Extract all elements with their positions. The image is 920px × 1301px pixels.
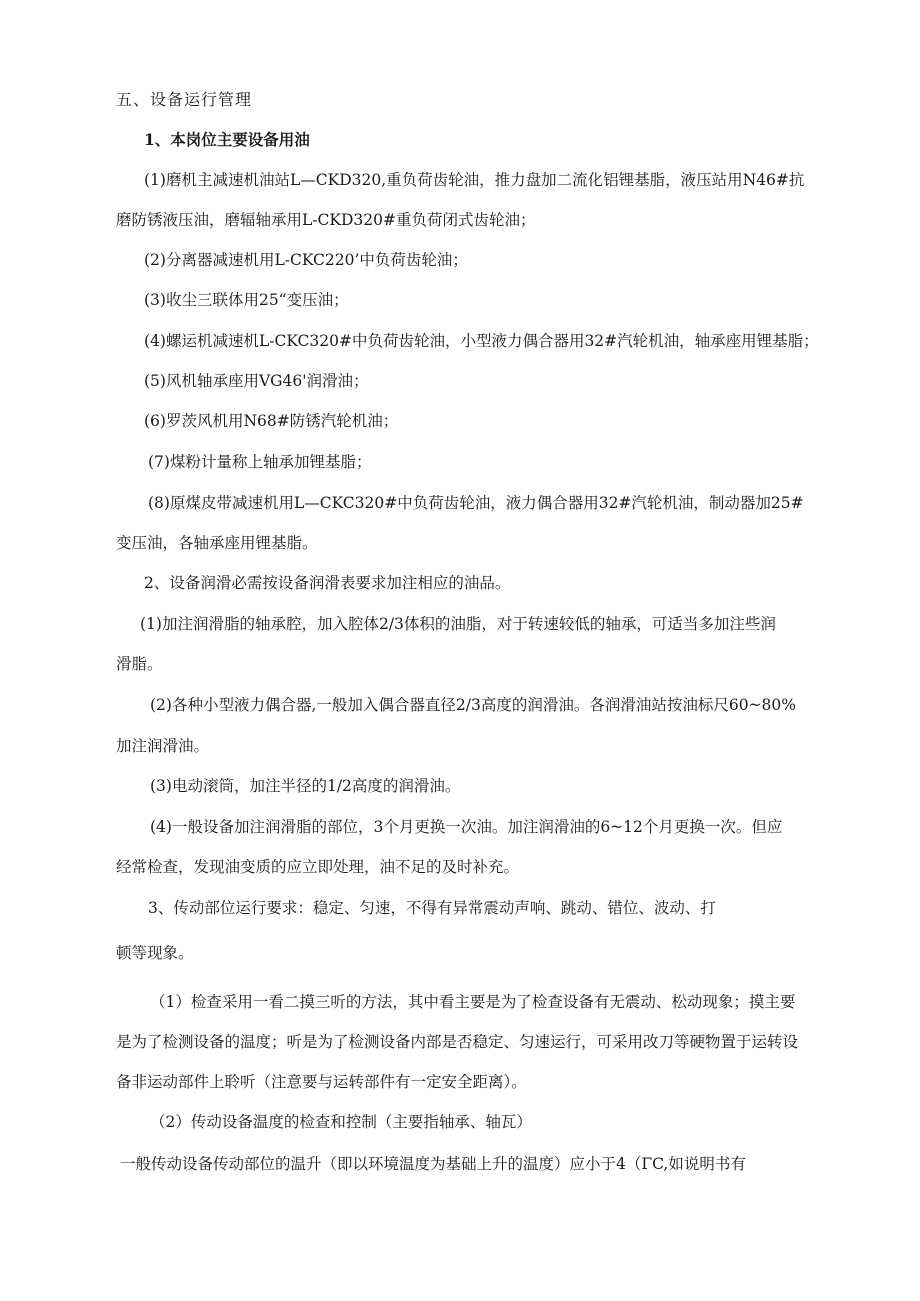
subsection-title-lube: 2、设备润滑必需按设备润滑表要求加注相应的油品。: [144, 574, 511, 592]
paragraph-line: 备非运动部件上聆听（注意要与运转部件有一定安全距离）。: [116, 1073, 527, 1091]
paragraph-line: (1)加注润滑脂的轴承腔，加入腔体2/3体积的油脂，对于转速较低的轴承，可适当多加注些润: [140, 615, 776, 633]
paragraph-line: 是为了检测设备的温度；听是为了检测设备内部是否稳定、匀速运行，可采用改刀等硬物置于运转设: [116, 1033, 799, 1051]
paragraph-line: (3)收尘三联体用25“变压油；: [144, 291, 349, 309]
paragraph-line: 滑脂。: [116, 655, 163, 673]
paragraph-line: 变压油，各轴承座用锂基脂。: [116, 534, 318, 552]
section-title: 五、设备运行管理: [116, 90, 253, 109]
paragraph-line: 加注润滑油。: [116, 737, 210, 755]
paragraph-line: (6)罗茨风机用N68#防锈汽轮机油；: [144, 412, 399, 430]
paragraph-line: 磨防锈液压油，磨辐轴承用L-CKD320#重负荷闭式齿轮油；: [116, 211, 536, 229]
paragraph-line: （1）检查采用一看二摸三听的方法，其中看主要是为了检查设备有无震动、松动现象；摸主要: [150, 993, 796, 1011]
paragraph-line: (2)分离器减速机用L-CKC220’中负荷齿轮油；: [144, 251, 468, 269]
paragraph-line: (2)各种小型液力偶合器,一般加入偶合器直径2/3高度的润滑油。各润滑油站按油标尺60~80%: [150, 696, 796, 714]
paragraph-line: (1)磨机主减速机油站L—CKD320,重负荷齿轮油，推力盘加二流化铝锂基脂，液压站用N46#抗: [144, 171, 805, 189]
paragraph-line: 一般传动设备传动部位的温升（即以环境温度为基础上升的温度）应小于4（ΓC,如说明书有: [120, 1155, 746, 1173]
paragraph-line: 顿等现象。: [116, 944, 194, 962]
paragraph-line: (4)螺运机减速机L-CKC320#中负荷齿轮油，小型液力偶合器用32#汽轮机油，轴承座用锂基脂；: [144, 332, 819, 350]
paragraph-line: (3)电动滚筒，加注半径的1/2高度的润滑油。: [150, 777, 461, 795]
paragraph-line: 经常检查，发现油变质的应立即处理，油不足的及时补充。: [116, 858, 520, 876]
paragraph-line: (8)原煤皮带减速机用L—CKC320#中负荷齿轮油，液力偶合器用32#汽轮机油，制动器加25#: [148, 494, 804, 512]
paragraph-line: （2）传动设备温度的检查和控制（主要指轴承、轴瓦）: [150, 1113, 532, 1131]
subsection-title-oil: 1、本岗位主要设备用油: [144, 130, 310, 149]
paragraph-line: (7)煤粉计量称上轴承加锂基脂；: [148, 453, 372, 471]
paragraph-line: (5)风机轴承座用VG46'润滑油；: [144, 372, 369, 390]
subsection-title-drive: 3、传动部位运行要求：稳定、匀速，不得有异常震动声响、跳动、错位、波动、打: [148, 899, 716, 917]
paragraph-line: (4)一般设备加注润滑脂的部位，3个月更换一次油。加注润滑油的6~12个月更换一次。但应: [150, 818, 783, 836]
